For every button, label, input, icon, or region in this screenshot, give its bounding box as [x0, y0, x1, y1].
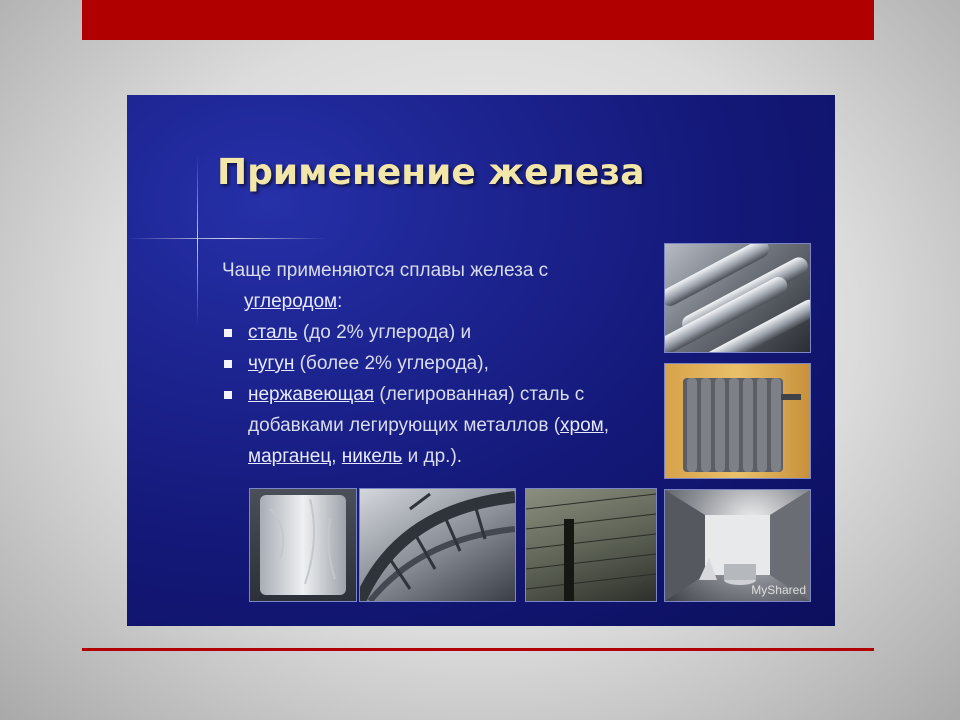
slide-title: Применение железа — [217, 152, 645, 193]
top-accent-bar — [82, 0, 874, 40]
intro-text — [222, 255, 662, 317]
list-item-stainless — [222, 379, 662, 472]
bottom-accent-line — [82, 648, 874, 651]
cast-iron-radiator-image — [664, 363, 811, 479]
steel-rods-image — [664, 243, 811, 353]
list-item-steel — [222, 317, 662, 348]
steel-description: (до 2% углерода) и — [297, 322, 472, 343]
cast-iron-description: (более 2% углерода), — [294, 353, 489, 374]
steel-sheets-image — [525, 488, 657, 602]
stainless-term: нержавеющая — [248, 384, 375, 405]
steel-term: сталь — [248, 322, 298, 343]
watermark-text: MyShared — [751, 583, 806, 597]
steel-room-image — [664, 489, 811, 602]
sparkle-decoration-vertical — [197, 155, 198, 325]
steel-roll-image — [249, 488, 357, 602]
carbon-term: углеродом — [244, 291, 338, 312]
bridge-image — [359, 488, 516, 602]
stainless-description: (легированная) сталь с добавками легирующих металлов ( — [248, 384, 585, 436]
square-bullet-icon — [224, 360, 232, 368]
alloy-list — [222, 317, 662, 472]
list-ending: и др.). — [402, 446, 463, 467]
slide-body — [222, 255, 662, 472]
sparkle-decoration — [127, 238, 327, 239]
separator: , — [331, 446, 342, 467]
cast-iron-term: чугун — [248, 353, 295, 374]
list-item-cast-iron — [222, 348, 662, 379]
intro-colon: : — [337, 291, 343, 312]
manganese-term: марганец — [248, 446, 332, 467]
nickel-term: никель — [341, 446, 403, 467]
intro-line-1: Чаще применяются сплавы железа с — [222, 260, 549, 281]
square-bullet-icon — [224, 329, 232, 337]
slide — [127, 95, 835, 626]
square-bullet-icon — [224, 391, 232, 399]
separator: , — [603, 415, 610, 436]
chromium-term: хром — [560, 415, 604, 436]
